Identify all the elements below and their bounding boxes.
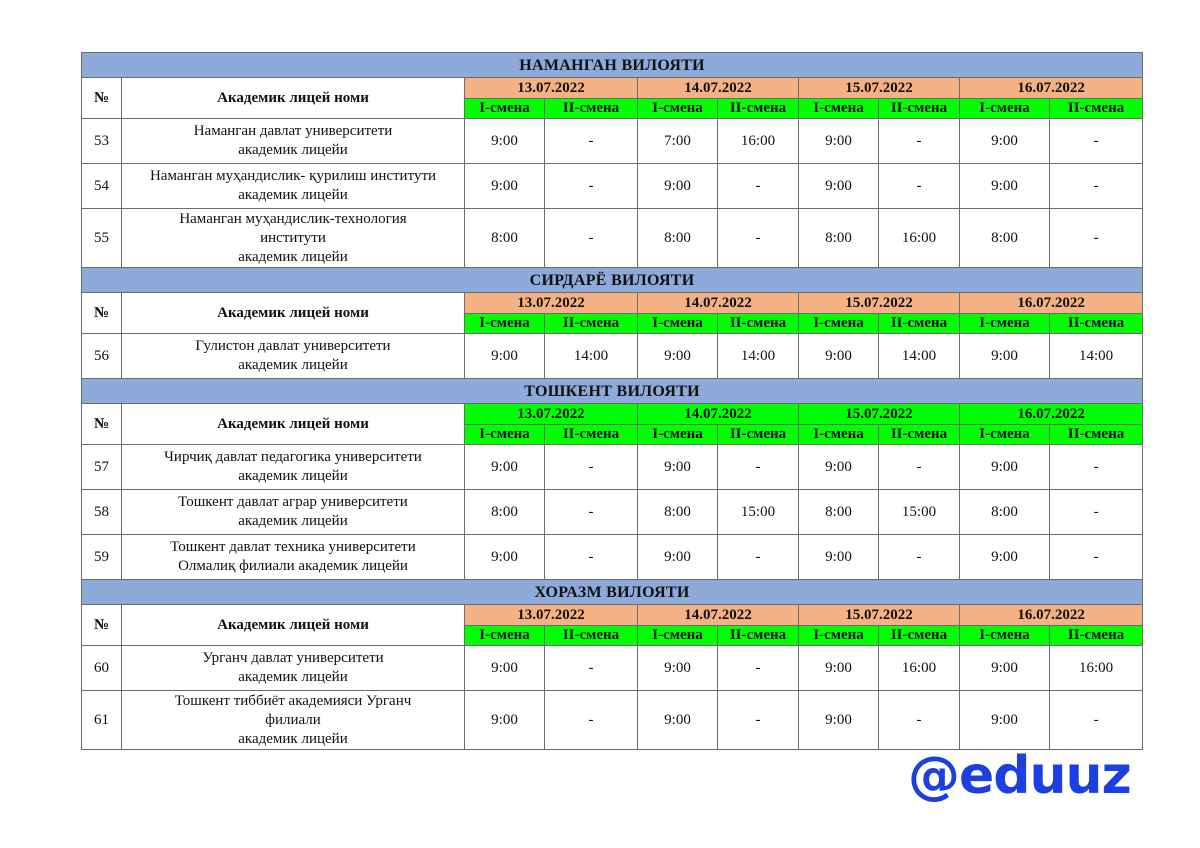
lyceum-name-line: филиали xyxy=(265,711,321,728)
row-number: 61 xyxy=(82,691,122,750)
column-name-header: Академик лицей номи xyxy=(122,404,465,445)
lyceum-name xyxy=(122,119,465,164)
second-shift-header: II-смена xyxy=(879,99,960,119)
schedule-table xyxy=(81,52,1143,750)
lyceum-name-line: академик лицейи xyxy=(238,187,348,203)
second-shift-header: II-смена xyxy=(879,314,960,334)
shift-time: 9:00 xyxy=(638,445,718,490)
lyceum-name-line: академик лицейи xyxy=(238,248,348,265)
shift-time: 8:00 xyxy=(799,490,879,535)
date-header: 13.07.2022 xyxy=(465,605,638,626)
lyceum-name-line: академик лицейи xyxy=(238,513,348,529)
shift-time: 15:00 xyxy=(718,490,799,535)
region-header xyxy=(82,268,1143,293)
shift-time: - xyxy=(879,164,960,209)
date-header: 14.07.2022 xyxy=(638,78,799,99)
table-row xyxy=(82,209,1143,268)
first-shift-header: I-смена xyxy=(465,99,545,119)
shift-time: - xyxy=(718,691,799,750)
shift-time: - xyxy=(545,164,638,209)
shift-time: 14:00 xyxy=(1050,334,1143,379)
second-shift-header: II-смена xyxy=(545,425,638,445)
shift-time: 9:00 xyxy=(465,445,545,490)
date-header: 15.07.2022 xyxy=(799,605,960,626)
date-header: 15.07.2022 xyxy=(799,78,960,99)
second-shift-header: II-смена xyxy=(879,425,960,445)
shift-time: 14:00 xyxy=(879,334,960,379)
shift-time: 9:00 xyxy=(960,119,1050,164)
shift-time: 9:00 xyxy=(465,646,545,691)
lyceum-name-line: Олмалиқ филиали академик лицейи xyxy=(178,558,408,574)
first-shift-header: I-смена xyxy=(465,626,545,646)
shift-time: 9:00 xyxy=(465,691,545,750)
first-shift-header: I-смена xyxy=(960,626,1050,646)
shift-time: 9:00 xyxy=(799,646,879,691)
first-shift-header: I-смена xyxy=(799,314,879,334)
date-header: 15.07.2022 xyxy=(799,404,960,425)
shift-time: 8:00 xyxy=(465,490,545,535)
date-header: 16.07.2022 xyxy=(960,404,1143,425)
lyceum-name-line: Наманган давлат университети xyxy=(193,123,393,139)
lyceum-name xyxy=(122,490,465,535)
lyceum-name-line: академик лицейи xyxy=(238,468,348,484)
shift-time: - xyxy=(718,164,799,209)
shift-time: - xyxy=(718,209,799,268)
lyceum-name-line: Чирчиқ давлат педагогика университети xyxy=(164,449,422,465)
shift-time: 16:00 xyxy=(1050,646,1143,691)
first-shift-header: I-смена xyxy=(960,425,1050,445)
table-row xyxy=(82,490,1143,535)
lyceum-name-line: Урганч давлат университети xyxy=(202,650,384,666)
region-header xyxy=(82,53,1143,78)
shift-time: 9:00 xyxy=(960,646,1050,691)
shift-time: 9:00 xyxy=(638,164,718,209)
shift-time: 9:00 xyxy=(799,119,879,164)
date-header: 14.07.2022 xyxy=(638,293,799,314)
second-shift-header: II-смена xyxy=(718,314,799,334)
second-shift-header: II-смена xyxy=(718,425,799,445)
lyceum-name-line: академик лицейи xyxy=(238,669,348,685)
second-shift-header: II-смена xyxy=(718,626,799,646)
region-header xyxy=(82,379,1143,404)
date-header-row xyxy=(82,404,1143,425)
shift-time: - xyxy=(879,119,960,164)
shift-time: 8:00 xyxy=(638,209,718,268)
column-number-header: № xyxy=(82,293,122,334)
table-row xyxy=(82,334,1143,379)
lyceum-name-line: академик лицейи xyxy=(238,357,348,373)
lyceum-name xyxy=(122,209,465,268)
shift-time: - xyxy=(545,445,638,490)
second-shift-header: II-смена xyxy=(718,99,799,119)
date-header: 16.07.2022 xyxy=(960,78,1143,99)
row-number: 56 xyxy=(82,334,122,379)
region-title: НАМАНГАН ВИЛОЯТИ xyxy=(82,53,1143,78)
shift-time: - xyxy=(718,646,799,691)
date-header: 13.07.2022 xyxy=(465,404,638,425)
first-shift-header: I-смена xyxy=(799,99,879,119)
shift-time: - xyxy=(879,445,960,490)
shift-time: 8:00 xyxy=(465,209,545,268)
shift-time: - xyxy=(718,535,799,580)
region-title: СИРДАРЁ ВИЛОЯТИ xyxy=(82,268,1143,293)
shift-time: 16:00 xyxy=(879,646,960,691)
first-shift-header: I-смена xyxy=(638,99,718,119)
row-number: 57 xyxy=(82,445,122,490)
lyceum-name xyxy=(122,646,465,691)
first-shift-header: I-смена xyxy=(799,425,879,445)
shift-time: - xyxy=(545,209,638,268)
first-shift-header: I-смена xyxy=(960,314,1050,334)
second-shift-header: II-смена xyxy=(545,626,638,646)
column-number-header: № xyxy=(82,78,122,119)
shift-time: - xyxy=(1050,535,1143,580)
column-name-header: Академик лицей номи xyxy=(122,605,465,646)
shift-time: 9:00 xyxy=(960,334,1050,379)
shift-time: 7:00 xyxy=(638,119,718,164)
shift-time: - xyxy=(545,646,638,691)
shift-time: 16:00 xyxy=(879,209,960,268)
row-number: 59 xyxy=(82,535,122,580)
shift-time: 15:00 xyxy=(879,490,960,535)
lyceum-name xyxy=(122,164,465,209)
shift-time: 9:00 xyxy=(799,445,879,490)
date-header: 15.07.2022 xyxy=(799,293,960,314)
second-shift-header: II-смена xyxy=(879,626,960,646)
shift-time: 8:00 xyxy=(960,209,1050,268)
row-number: 58 xyxy=(82,490,122,535)
row-number: 55 xyxy=(82,209,122,268)
shift-time: 8:00 xyxy=(638,490,718,535)
date-header: 16.07.2022 xyxy=(960,605,1143,626)
shift-time: - xyxy=(1050,490,1143,535)
first-shift-header: I-смена xyxy=(638,626,718,646)
first-shift-header: I-смена xyxy=(638,425,718,445)
lyceum-name-line: институти xyxy=(260,229,326,246)
date-header: 16.07.2022 xyxy=(960,293,1143,314)
row-number: 60 xyxy=(82,646,122,691)
shift-time: - xyxy=(545,535,638,580)
lyceum-name-line: академик лицейи xyxy=(238,142,348,158)
shift-time: 9:00 xyxy=(960,691,1050,750)
shift-time: 9:00 xyxy=(465,535,545,580)
region-title: ХОРАЗМ ВИЛОЯТИ xyxy=(82,580,1143,605)
column-number-header: № xyxy=(82,404,122,445)
shift-time: 8:00 xyxy=(799,209,879,268)
shift-time: - xyxy=(1050,209,1143,268)
shift-time: - xyxy=(1050,691,1143,750)
second-shift-header: II-смена xyxy=(1050,99,1143,119)
date-header-row xyxy=(82,293,1143,314)
shift-time: - xyxy=(1050,445,1143,490)
shift-time: 9:00 xyxy=(465,334,545,379)
first-shift-header: I-смена xyxy=(465,314,545,334)
first-shift-header: I-смена xyxy=(799,626,879,646)
first-shift-header: I-смена xyxy=(638,314,718,334)
table-row xyxy=(82,691,1143,750)
shift-time: 9:00 xyxy=(638,535,718,580)
shift-time: 9:00 xyxy=(638,334,718,379)
date-header: 14.07.2022 xyxy=(638,605,799,626)
region-header xyxy=(82,580,1143,605)
table-row xyxy=(82,445,1143,490)
shift-time: 9:00 xyxy=(638,691,718,750)
lyceum-name xyxy=(122,334,465,379)
eduuz-watermark: @eduuz xyxy=(908,746,1131,806)
lyceum-name xyxy=(122,445,465,490)
shift-time: 14:00 xyxy=(718,334,799,379)
lyceum-name-line: Тошкент давлат аграр университети xyxy=(178,494,408,510)
shift-time: 14:00 xyxy=(545,334,638,379)
second-shift-header: II-смена xyxy=(545,314,638,334)
first-shift-header: I-смена xyxy=(960,99,1050,119)
second-shift-header: II-смена xyxy=(1050,314,1143,334)
date-header-row xyxy=(82,605,1143,626)
shift-time: - xyxy=(1050,164,1143,209)
row-number: 53 xyxy=(82,119,122,164)
shift-time: - xyxy=(879,691,960,750)
table-row xyxy=(82,164,1143,209)
table-row xyxy=(82,119,1143,164)
column-name-header: Академик лицей номи xyxy=(122,293,465,334)
shift-time: 9:00 xyxy=(638,646,718,691)
table-row xyxy=(82,646,1143,691)
lyceum-name-line: академик лицейи xyxy=(238,730,348,747)
lyceum-name-line: Наманган муҳандислик- қурилиш институти xyxy=(149,168,437,184)
shift-time: 9:00 xyxy=(799,334,879,379)
shift-time: - xyxy=(545,691,638,750)
lyceum-name-line: Наманган муҳандислик-технология xyxy=(179,210,407,227)
table-row xyxy=(82,535,1143,580)
lyceum-name xyxy=(122,535,465,580)
shift-time: 9:00 xyxy=(960,164,1050,209)
column-name-header: Академик лицей номи xyxy=(122,78,465,119)
shift-time: - xyxy=(1050,119,1143,164)
date-header: 14.07.2022 xyxy=(638,404,799,425)
row-number: 54 xyxy=(82,164,122,209)
shift-time: 8:00 xyxy=(960,490,1050,535)
shift-time: 9:00 xyxy=(465,164,545,209)
shift-time: - xyxy=(718,445,799,490)
shift-time: 16:00 xyxy=(718,119,799,164)
shift-time: - xyxy=(879,535,960,580)
second-shift-header: II-смена xyxy=(545,99,638,119)
shift-time: - xyxy=(545,490,638,535)
date-header: 13.07.2022 xyxy=(465,293,638,314)
date-header-row xyxy=(82,78,1143,99)
shift-time: 9:00 xyxy=(960,535,1050,580)
shift-time: 9:00 xyxy=(960,445,1050,490)
column-number-header: № xyxy=(82,605,122,646)
lyceum-name-line: Гулистон давлат университети xyxy=(195,338,391,354)
region-title: ТОШКЕНТ ВИЛОЯТИ xyxy=(82,379,1143,404)
date-header: 13.07.2022 xyxy=(465,78,638,99)
lyceum-name-line: Тошкент тиббиёт академияси Урганч xyxy=(174,692,412,709)
shift-time: - xyxy=(545,119,638,164)
shift-time: 9:00 xyxy=(465,119,545,164)
shift-time: 9:00 xyxy=(799,164,879,209)
shift-time: 9:00 xyxy=(799,535,879,580)
second-shift-header: II-смена xyxy=(1050,626,1143,646)
shift-time: 9:00 xyxy=(799,691,879,750)
lyceum-name xyxy=(122,691,465,750)
second-shift-header: II-смена xyxy=(1050,425,1143,445)
lyceum-name-line: Тошкент давлат техника университети xyxy=(170,539,416,555)
first-shift-header: I-смена xyxy=(465,425,545,445)
